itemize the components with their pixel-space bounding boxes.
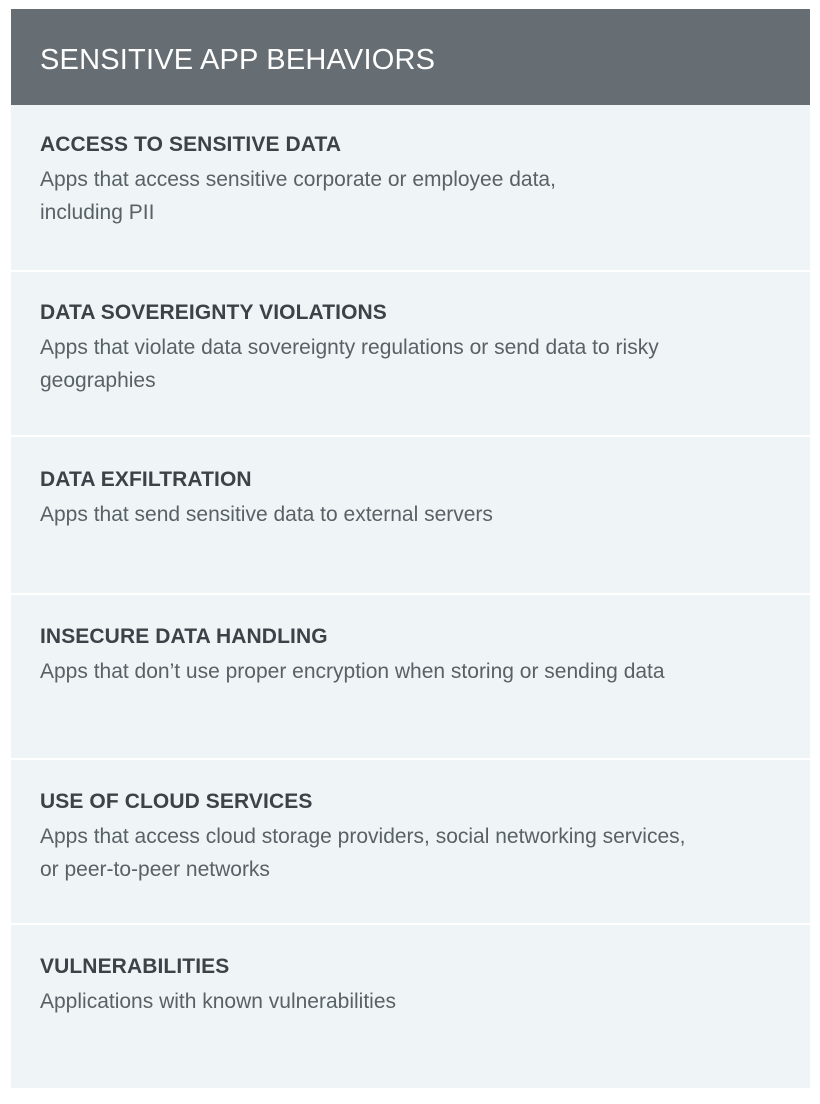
description-line: or peer-to-peer networks: [40, 858, 270, 881]
behavior-title: DATA EXFILTRATION: [40, 468, 252, 491]
behavior-title: DATA SOVEREIGNTY VIOLATIONS: [40, 301, 387, 324]
behavior-description: [40, 498, 792, 531]
behavior-title: VULNERABILITIES: [40, 955, 230, 978]
description-line: Apps that access cloud storage providers, social networking services,: [40, 825, 686, 848]
behavior-description: [40, 331, 792, 397]
behavior-title: INSECURE DATA HANDLING: [40, 625, 328, 648]
description-line: Apps that access sensitive corporate or employee data,: [40, 168, 556, 191]
description-line: including PII: [40, 201, 155, 224]
description-line: Apps that violate data sovereignty regulations or send data to risky: [40, 336, 659, 359]
behavior-description: [40, 820, 792, 886]
description-line: geographies: [40, 369, 156, 392]
description-line: Apps that send sensitive data to external servers: [40, 503, 493, 526]
behavior-description: [40, 163, 792, 229]
card-title: SENSITIVE APP BEHAVIORS: [40, 44, 436, 76]
behavior-title: ACCESS TO SENSITIVE DATA: [40, 133, 342, 156]
description-line: Apps that don’t use proper encryption when storing or sending data: [40, 660, 665, 683]
behavior-description: [40, 985, 792, 1018]
description-line: Applications with known vulnerabilities: [40, 990, 397, 1013]
behavior-title: USE OF CLOUD SERVICES: [40, 790, 313, 813]
card-header: [11, 9, 810, 105]
behavior-row-insecure-data-handling: [11, 593, 810, 758]
behavior-row-vulnerabilities: [11, 923, 810, 1088]
sensitive-app-behaviors-card: [11, 9, 810, 1088]
behavior-description: [40, 655, 792, 688]
behavior-row-use-of-cloud-services: [11, 758, 810, 923]
behavior-row-data-sovereignty-violations: [11, 270, 810, 435]
behavior-row-data-exfiltration: [11, 435, 810, 593]
behavior-row-access-to-sensitive-data: [11, 105, 810, 270]
